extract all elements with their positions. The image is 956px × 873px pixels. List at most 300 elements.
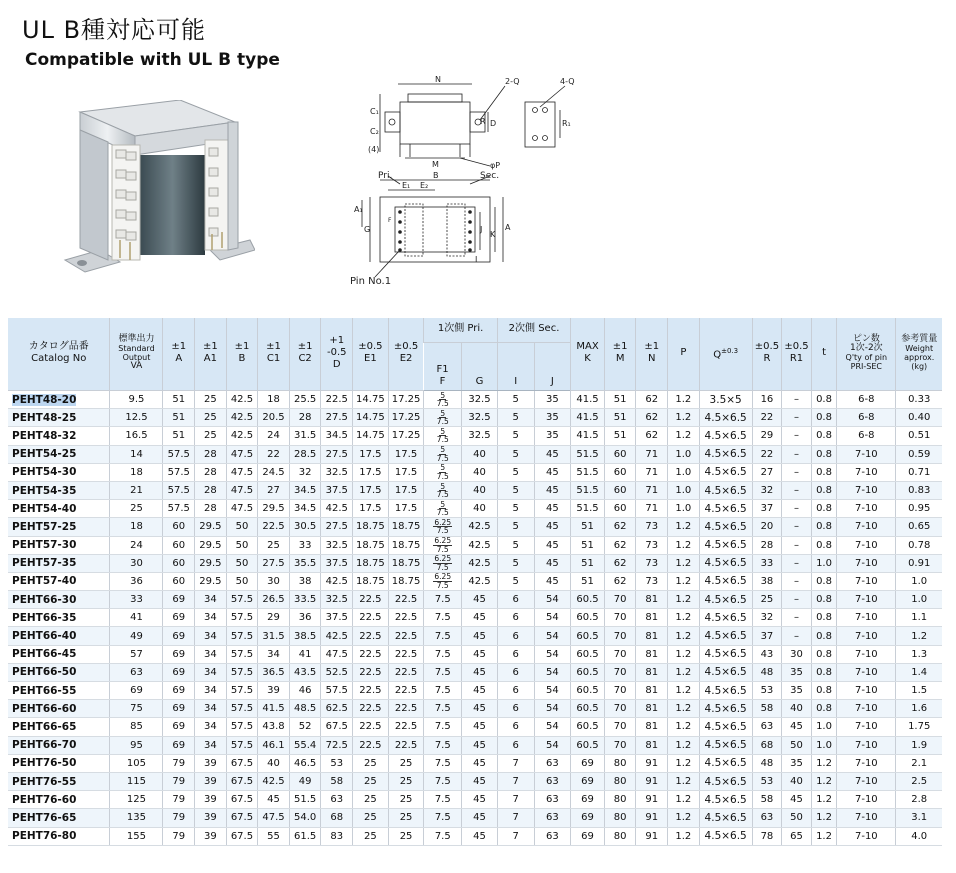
table-cell: 22.5 (353, 591, 389, 609)
table-cell: 18 (258, 391, 290, 409)
table-cell: – (782, 500, 812, 518)
catalog-number (8, 572, 110, 590)
table-cell: 32.5 (321, 591, 353, 609)
table-cell: 32 (752, 481, 782, 499)
table-cell: 71 (636, 481, 668, 499)
table-cell: 34.5 (289, 481, 321, 499)
drawing-label-a1: A₁ (354, 205, 363, 214)
table-cell: 3.1 (896, 809, 942, 827)
table-cell: 69 (571, 754, 605, 772)
table-cell: 25 (353, 772, 389, 790)
table-cell: 40 (258, 754, 290, 772)
catalog-number (8, 518, 110, 536)
table-cell: 4.5×6.5 (699, 754, 752, 772)
table-cell: 7-10 (837, 718, 896, 736)
table-cell: 36.5 (258, 663, 290, 681)
table-cell: 7-10 (837, 445, 896, 463)
table-cell: 27.5 (321, 409, 353, 427)
table-cell: 7-10 (837, 772, 896, 790)
table-cell: 29.5 (258, 500, 290, 518)
catalog-number (8, 609, 110, 627)
catalog-number (8, 445, 110, 463)
table-cell: 0.8 (811, 682, 836, 700)
table-cell: 60 (604, 463, 636, 481)
table-cell: 6 (497, 736, 534, 754)
table-cell: 34.5 (321, 427, 353, 445)
table-cell: 69 (110, 682, 163, 700)
table-cell: 81 (636, 718, 668, 736)
table-cell: 42.5 (462, 554, 498, 572)
table-cell: 60 (163, 554, 195, 572)
drawing-label-r: R (480, 117, 486, 126)
table-cell: 6 (497, 627, 534, 645)
table-cell: 45 (534, 445, 571, 463)
table-cell: 57.5 (226, 663, 258, 681)
table-cell: 22.5 (353, 700, 389, 718)
table-cell: 45 (462, 663, 498, 681)
table-row (8, 427, 942, 445)
col-header-weight: 参考質量 Weight approx. (kg) (896, 318, 942, 391)
col-header-p: P (668, 318, 700, 391)
table-cell: 1.75 (896, 718, 942, 736)
table-cell: 63 (534, 754, 571, 772)
table-cell: 1.2 (668, 536, 700, 554)
table-cell: 39 (195, 772, 227, 790)
catalog-number-text: PEHT66-55 (12, 684, 77, 697)
col-header-c2: ±1 C2 (289, 318, 321, 391)
catalog-number-text: PEHT54-35 (12, 484, 77, 497)
table-cell: 55 (258, 827, 290, 845)
table-cell: 22.5 (388, 627, 424, 645)
table-cell: 72.5 (321, 736, 353, 754)
catalog-number (8, 481, 110, 499)
table-cell: 45 (782, 718, 812, 736)
table-cell: 0.8 (811, 518, 836, 536)
table-cell: 0.8 (811, 536, 836, 554)
table-cell: 30 (110, 554, 163, 572)
fraction-denominator: 7.5 (436, 526, 449, 536)
table-cell: 53 (752, 772, 782, 790)
table-cell: 45 (462, 591, 498, 609)
table-cell: 1.2 (668, 427, 700, 445)
table-cell: 53 (321, 754, 353, 772)
table-cell: 46.1 (258, 736, 290, 754)
table-cell: 25 (353, 791, 389, 809)
table-cell: 69 (163, 663, 195, 681)
table-cell: 6 (497, 682, 534, 700)
table-cell: 78 (752, 827, 782, 845)
table-cell: 69 (571, 809, 605, 827)
table-cell: 7-10 (837, 572, 896, 590)
table-cell: 6 (497, 591, 534, 609)
table-cell: 7-10 (837, 700, 896, 718)
table-cell: 27 (752, 463, 782, 481)
table-cell: 17.25 (388, 391, 424, 409)
table-cell: 21 (110, 481, 163, 499)
col-header-t: t (811, 318, 836, 391)
table-cell: 70 (604, 700, 636, 718)
table-cell: 25 (110, 500, 163, 518)
table-cell: 1.2 (668, 391, 700, 409)
table-cell: 70 (604, 663, 636, 681)
table-cell: 1.3 (896, 645, 942, 663)
table-cell: – (782, 409, 812, 427)
table-cell: 45 (462, 736, 498, 754)
table-cell: 7 (497, 754, 534, 772)
table-cell: 54 (534, 645, 571, 663)
table-cell: 51.5 (571, 445, 605, 463)
drawing-label-d: D (490, 119, 497, 128)
table-cell: 69 (163, 700, 195, 718)
table-cell: 73 (636, 536, 668, 554)
table-cell: 45 (462, 827, 498, 845)
table-cell: 22.5 (353, 627, 389, 645)
table-cell: 80 (604, 772, 636, 790)
table-cell: 40 (782, 700, 812, 718)
table-cell: 79 (163, 772, 195, 790)
table-cell: 25.5 (289, 391, 321, 409)
table-cell: 50 (226, 536, 258, 554)
table-cell: 5 (497, 536, 534, 554)
table-cell: 0.8 (811, 500, 836, 518)
table-cell: 7-10 (837, 481, 896, 499)
col-header-e1: ±0.5 E1 (353, 318, 389, 391)
col-header-m: ±1 M (604, 318, 636, 391)
table-cell: 1.2 (668, 772, 700, 790)
table-cell: 60 (163, 536, 195, 554)
table-cell: 54 (534, 609, 571, 627)
table-cell: 80 (604, 791, 636, 809)
table-cell: 43.5 (289, 663, 321, 681)
table-cell: 73 (636, 554, 668, 572)
table-cell: 22 (752, 445, 782, 463)
table-cell: 7-10 (837, 500, 896, 518)
table-cell: 34 (195, 700, 227, 718)
table-cell: 12.5 (110, 409, 163, 427)
table-cell: 5 (497, 445, 534, 463)
table-cell: 60 (163, 518, 195, 536)
table-row (8, 645, 942, 663)
table-cell: 33 (110, 591, 163, 609)
fraction-denominator: 7.5 (436, 453, 449, 463)
table-cell: 32 (289, 463, 321, 481)
table-row (8, 682, 942, 700)
table-row (8, 554, 942, 572)
col-header-b: ±1 B (226, 318, 258, 391)
table-cell: – (782, 445, 812, 463)
table-cell: 0.40 (896, 409, 942, 427)
table-cell: 5 (497, 481, 534, 499)
table-cell: 25 (388, 754, 424, 772)
table-cell: 45 (462, 682, 498, 700)
table-cell: 60.5 (571, 609, 605, 627)
table-cell: 1.2 (668, 518, 700, 536)
table-cell: 73 (636, 572, 668, 590)
table-cell: – (782, 427, 812, 445)
table-cell: 33 (289, 536, 321, 554)
table-cell: 25 (388, 827, 424, 845)
catalog-number (8, 700, 110, 718)
table-cell: 0.95 (896, 500, 942, 518)
drawing-label-m: M (432, 160, 439, 169)
table-cell: 37.5 (321, 481, 353, 499)
table-cell: 1.0 (896, 591, 942, 609)
table-cell: 81 (636, 609, 668, 627)
fraction-numerator: 5 (440, 499, 446, 509)
table-cell: 37.5 (321, 609, 353, 627)
table-cell-fraction (424, 554, 462, 572)
table-cell: 60.5 (571, 663, 605, 681)
catalog-number-text: PEHT76-60 (12, 793, 77, 806)
table-cell: 63 (534, 827, 571, 845)
table-cell: 0.91 (896, 554, 942, 572)
fraction-denominator: 7.5 (436, 435, 449, 445)
table-cell: 45 (462, 718, 498, 736)
table-cell: 33 (752, 554, 782, 572)
table-cell: 17.5 (353, 481, 389, 499)
table-cell: 25 (388, 809, 424, 827)
table-cell: 22.5 (353, 682, 389, 700)
table-cell: 5 (497, 518, 534, 536)
drawing-label-i: I (475, 255, 478, 264)
table-cell: 1.0 (896, 572, 942, 590)
table-cell: 1.2 (668, 609, 700, 627)
table-cell: 7-10 (837, 609, 896, 627)
dimension-drawing (340, 72, 580, 290)
drawing-label-4: (4) (368, 145, 380, 154)
table-row (8, 609, 942, 627)
col-header-c1: ±1 C1 (258, 318, 290, 391)
table-cell: 34 (195, 627, 227, 645)
table-cell: 58 (752, 700, 782, 718)
table-cell: 4.5×6.5 (699, 791, 752, 809)
table-cell: 7.5 (424, 627, 462, 645)
table-cell: 81 (636, 591, 668, 609)
table-cell: 57.5 (226, 609, 258, 627)
catalog-number (8, 809, 110, 827)
table-cell: 54 (534, 591, 571, 609)
table-cell: 63 (534, 791, 571, 809)
table-cell: 27.5 (258, 554, 290, 572)
table-cell: 1.2 (668, 663, 700, 681)
table-cell: 35 (534, 391, 571, 409)
table-cell: 27.5 (321, 445, 353, 463)
table-cell: 62 (636, 427, 668, 445)
drawing-label-sec: Sec. (480, 171, 500, 181)
table-cell: 47.5 (226, 463, 258, 481)
table-cell: 5 (497, 554, 534, 572)
table-cell: 48 (752, 754, 782, 772)
table-cell: 4.5×6.5 (699, 572, 752, 590)
table-cell: – (782, 609, 812, 627)
table-cell: 57.5 (226, 718, 258, 736)
table-cell: 7 (497, 809, 534, 827)
table-cell: 38.5 (289, 627, 321, 645)
table-cell: 115 (110, 772, 163, 790)
table-cell: – (782, 591, 812, 609)
table-cell: 41 (110, 609, 163, 627)
table-cell: 20 (752, 518, 782, 536)
table-cell: 68 (752, 736, 782, 754)
table-cell: 7.5 (424, 663, 462, 681)
table-cell: 1.0 (811, 718, 836, 736)
table-cell: 81 (636, 736, 668, 754)
catalog-number-text: PEHT48-32 (12, 429, 77, 442)
catalog-number (8, 391, 110, 409)
table-cell: 91 (636, 827, 668, 845)
table-cell: 30 (258, 572, 290, 590)
fraction-numerator: 5 (440, 481, 446, 491)
fraction-denominator: 7.5 (436, 417, 449, 427)
table-cell: 32.5 (321, 536, 353, 554)
table-cell: 5 (497, 391, 534, 409)
drawing-label-c1: C₁ (370, 107, 379, 116)
table-cell: 0.8 (811, 391, 836, 409)
table-cell: 79 (163, 754, 195, 772)
table-row (8, 809, 942, 827)
table-cell: 51 (571, 536, 605, 554)
table-cell: 14.75 (353, 427, 389, 445)
table-cell: 6 (497, 609, 534, 627)
table-cell: 6 (497, 718, 534, 736)
table-cell: 60.5 (571, 700, 605, 718)
table-cell: 0.8 (811, 481, 836, 499)
fraction-value (437, 501, 449, 517)
table-cell: 41.5 (258, 700, 290, 718)
table-cell: 71 (636, 445, 668, 463)
drawing-label-e1: E₁ (402, 181, 411, 190)
table-cell: 57.5 (226, 736, 258, 754)
catalog-number (8, 591, 110, 609)
table-cell: 32.5 (462, 427, 498, 445)
table-cell: 22 (752, 409, 782, 427)
table-cell: 1.4 (896, 663, 942, 681)
table-cell: 22.5 (388, 700, 424, 718)
table-cell: 28 (752, 536, 782, 554)
catalog-jp-label: カタログ品番 (28, 341, 89, 352)
table-cell: 69 (163, 645, 195, 663)
catalog-number (8, 718, 110, 736)
catalog-number-text: PEHT76-80 (12, 830, 77, 843)
table-cell: 69 (163, 736, 195, 754)
table-cell: 54 (534, 736, 571, 754)
table-cell: 71 (636, 463, 668, 481)
table-cell: 0.8 (811, 627, 836, 645)
table-cell: 36 (110, 572, 163, 590)
table-cell: 17.5 (388, 481, 424, 499)
catalog-number-text: PEHT76-65 (12, 811, 77, 824)
col-header-f: F1 F (424, 343, 462, 391)
table-cell: 81 (636, 700, 668, 718)
fraction-numerator: 5 (440, 408, 446, 418)
va-en2-label: Output (122, 353, 151, 362)
table-cell: 65 (782, 827, 812, 845)
table-cell: 57.5 (226, 682, 258, 700)
table-cell: 29.5 (195, 518, 227, 536)
table-cell: 60.5 (571, 718, 605, 736)
table-cell: 22.5 (388, 736, 424, 754)
table-cell: – (782, 518, 812, 536)
table-cell: 1.0 (811, 554, 836, 572)
table-cell: 14 (110, 445, 163, 463)
table-cell: 57.5 (226, 645, 258, 663)
table-cell: 67.5 (321, 718, 353, 736)
table-cell: 7-10 (837, 809, 896, 827)
table-cell: 26.5 (258, 591, 290, 609)
table-cell: 48 (752, 663, 782, 681)
table-row (8, 463, 942, 481)
table-cell: 81 (636, 645, 668, 663)
catalog-number-text: PEHT57-25 (12, 520, 77, 533)
table-row (8, 718, 942, 736)
catalog-number-text: PEHT66-45 (12, 648, 77, 661)
drawing-label-g: G (364, 225, 371, 234)
fraction-value (437, 428, 449, 444)
table-cell: 27 (258, 481, 290, 499)
table-cell: 46 (289, 682, 321, 700)
catalog-number (8, 682, 110, 700)
table-cell: 17.5 (388, 445, 424, 463)
table-cell: 34 (195, 718, 227, 736)
col-header-va (110, 318, 163, 391)
table-cell: 9.5 (110, 391, 163, 409)
table-cell: 83 (321, 827, 353, 845)
table-cell: 22.5 (321, 391, 353, 409)
table-cell: 6 (497, 645, 534, 663)
table-cell: 35 (782, 663, 812, 681)
table-row (8, 391, 942, 409)
drawing-label-e2: E₂ (420, 181, 429, 190)
table-cell: 7.5 (424, 827, 462, 845)
table-cell: 51 (604, 391, 636, 409)
table-cell: 69 (571, 827, 605, 845)
table-cell: 4.5×6.5 (699, 554, 752, 572)
table-cell: 45 (462, 627, 498, 645)
table-cell: 79 (163, 809, 195, 827)
fraction-value (433, 555, 452, 571)
catalog-number (8, 627, 110, 645)
table-cell: 62 (604, 572, 636, 590)
table-cell: 80 (604, 827, 636, 845)
table-cell: 58 (752, 791, 782, 809)
table-cell: 7.5 (424, 772, 462, 790)
fraction-numerator: 5 (440, 463, 446, 473)
table-cell: 34 (195, 682, 227, 700)
table-cell: 48.5 (289, 700, 321, 718)
catalog-number-text: PEHT66-50 (12, 666, 77, 679)
table-cell: 51.5 (571, 500, 605, 518)
table-cell: 1.5 (896, 682, 942, 700)
catalog-number (8, 500, 110, 518)
table-cell: 17.5 (353, 500, 389, 518)
table-cell: – (782, 554, 812, 572)
table-cell: 57.5 (226, 700, 258, 718)
table-cell: 1.2 (668, 791, 700, 809)
table-cell: 33.5 (289, 591, 321, 609)
table-cell: 51 (604, 427, 636, 445)
table-cell: 7.5 (424, 791, 462, 809)
table-cell: 54 (534, 700, 571, 718)
catalog-number-text: PEHT76-55 (12, 775, 77, 788)
table-cell: 70 (604, 609, 636, 627)
table-cell: 7.5 (424, 700, 462, 718)
table-cell: 39 (195, 827, 227, 845)
table-cell: 7-10 (837, 463, 896, 481)
drawing-label-p: φP (490, 161, 501, 170)
drawing-label-r1: R₁ (562, 119, 571, 128)
table-cell: 6 (497, 663, 534, 681)
table-cell: 45 (534, 518, 571, 536)
